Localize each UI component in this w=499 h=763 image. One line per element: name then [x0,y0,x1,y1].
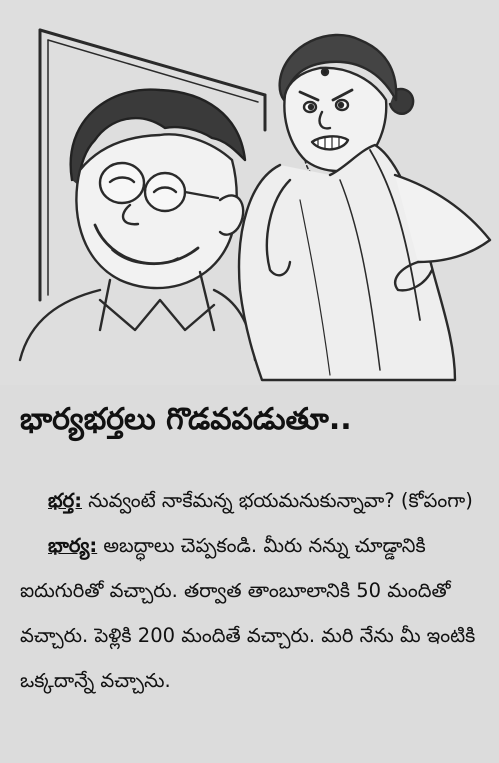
wife-line-text: అబద్ధాలు చెప్పకండి. మీరు నన్ను చూడ్డానికి ఐదుగురితో వచ్చారు. తర్వాత తాంబూలానికి 50 మందితో వచ్చారు. పెళ్లికి 200 మందితే వచ్చారు. మరి నేను మీ ఇంటికి ఒక్కదాన్నే వచ్చాను. [20,534,476,692]
headline: భార్యభర్తలు గొడవపడుతూ.. [20,402,352,437]
wife-figure [239,35,490,380]
husband-line-text: నువ్వంటే నాకేమన్న భయమనుకున్నావా? (కోపంగా) [82,489,473,512]
speaker-wife: భార్య: [48,534,98,557]
husband-line [20,478,488,523]
husband-figure [20,90,255,360]
speaker-husband: భర్త: [48,489,82,512]
dialogue [20,478,488,703]
wife-line [20,523,488,703]
